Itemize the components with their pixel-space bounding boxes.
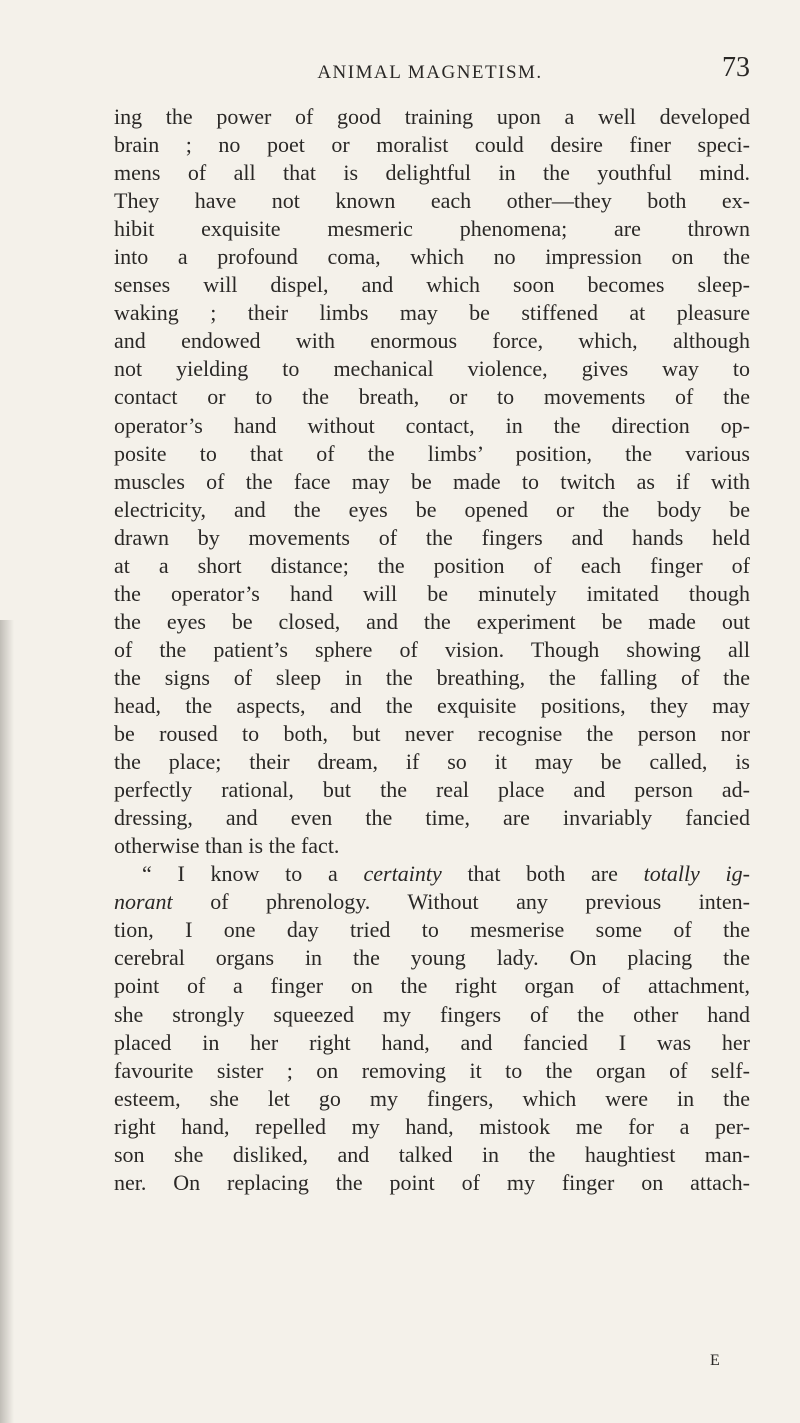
text-line: placed in her right hand, and fancied I was her <box>114 1029 750 1055</box>
text-line: drawn by movements of the fingers and hands held <box>114 524 750 550</box>
text-line: senses will dispel, and which soon becomes sleep- <box>114 272 750 298</box>
text-line: ner. On replacing the point of my finger on attach- <box>114 1169 750 1195</box>
binding-shadow <box>0 620 14 1423</box>
text-line: head, the aspects, and the exquisite positions, they may <box>114 692 750 718</box>
text-line: brain ; no poet or moralist could desire finer speci- <box>114 132 750 158</box>
text-line: right hand, repelled my hand, mistook me for a per- <box>114 1113 750 1139</box>
text-line: operator’s hand without contact, in the direction op- <box>114 412 750 438</box>
text-line: she strongly squeezed my fingers of the other hand <box>114 1001 750 1027</box>
text-line: cerebral organs in the young lady. On placing the <box>114 945 750 971</box>
text-line: son she disliked, and talked in the haughtiest man- <box>114 1141 750 1167</box>
text-line: the eyes be closed, and the experiment be made out <box>114 608 750 634</box>
text-line: dressing, and even the time, are invariably fancied <box>114 805 750 831</box>
text-line: not yielding to mechanical violence, gives way to <box>114 356 750 382</box>
text-line: of the patient’s sphere of vision. Though showing all <box>114 636 750 662</box>
text-line: ing the power of good training upon a well developed <box>114 104 750 129</box>
running-head: ANIMAL MAGNETISM. <box>317 62 543 83</box>
page-number: 73 <box>722 52 750 83</box>
text-line: hibit exquisite mesmeric phenomena; are thrown <box>114 216 750 242</box>
text-line: at a short distance; the position of each finger of <box>114 552 750 578</box>
text-line: the signs of sleep in the breathing, the falling of the <box>114 664 750 690</box>
text-line: the place; their dream, if so it may be called, is <box>114 749 750 775</box>
text-line: contact or to the breath, or to movements of the <box>114 384 750 410</box>
text-line: otherwise than is the fact. <box>114 833 340 859</box>
text-line: the operator’s hand will be minutely imitated though <box>114 580 750 606</box>
text-line: electricity, and the eyes be opened or the body be <box>114 496 750 522</box>
text-line: favourite sister ; on removing it to the organ of self- <box>114 1057 750 1083</box>
text-line: posite to that of the limbs’ position, the various <box>114 440 750 466</box>
text-line: perfectly rational, but the real place and person ad- <box>114 777 750 803</box>
text-line: muscles of the face may be made to twitch as if with <box>114 468 750 494</box>
text-line: norant of phrenology. Without any previous inten- <box>114 889 750 915</box>
text-line: be roused to both, but never recognise the person nor <box>114 721 750 747</box>
text-line: tion, I one day tried to mesmerise some of the <box>114 917 750 943</box>
text-line: waking ; their limbs may be stiffened at pleasure <box>114 300 750 326</box>
page-header <box>110 50 750 90</box>
text-line: point of a finger on the right organ of attachment, <box>114 973 750 999</box>
text-line: into a profound coma, which no impression on the <box>114 244 750 270</box>
text-line: They have not known each other—they both ex- <box>114 188 750 214</box>
text-line: mens of all that is delightful in the youthful mind. <box>114 160 750 186</box>
signature-mark: E <box>710 1352 720 1369</box>
text-line: “ I know to a certainty that both are totally ig- <box>142 861 750 887</box>
text-line: esteem, she let go my fingers, which were in the <box>114 1085 750 1111</box>
body-text <box>114 103 750 1197</box>
text-line: and endowed with enormous force, which, although <box>114 328 750 354</box>
